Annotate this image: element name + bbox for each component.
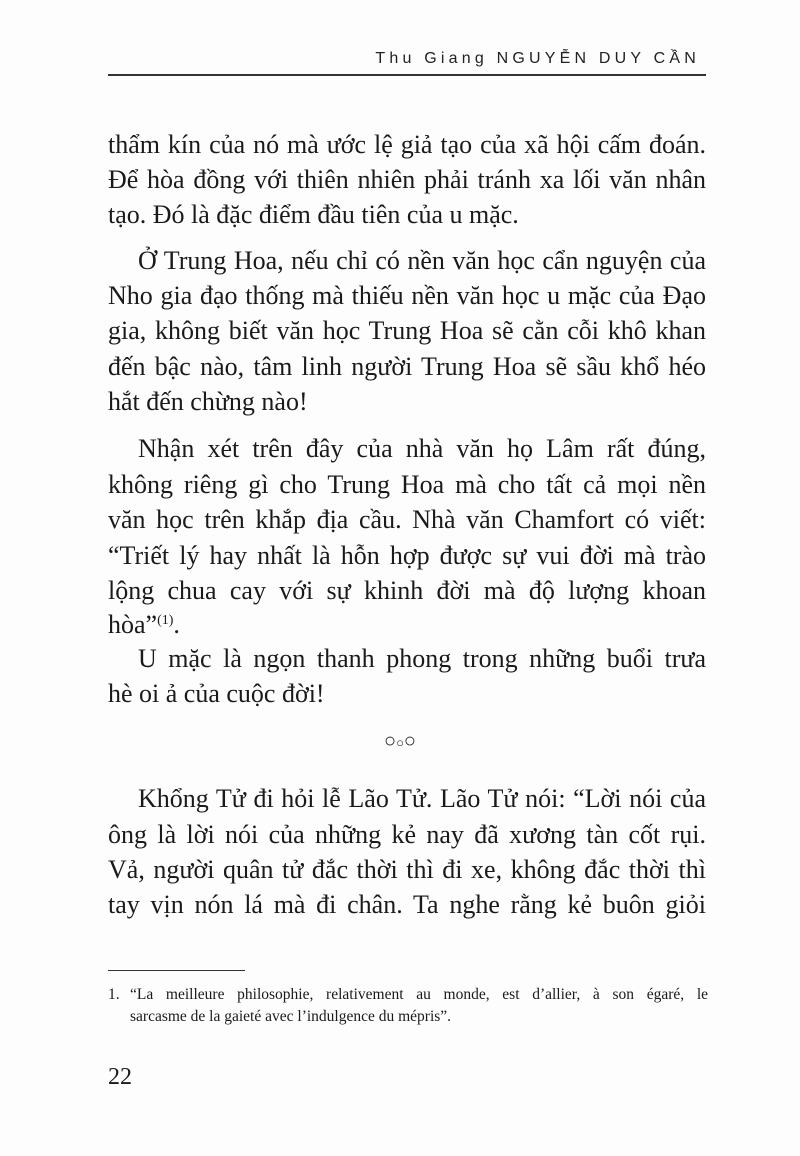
text-line: đến bậc nào, tâm linh người Trung Hoa sẽ sầu khổ héo [108,352,706,381]
page-number: 22 [108,1064,132,1090]
line-end: . [173,610,180,639]
text-line: ông là lời nói của những kẻ nay đã xương tàn cốt rụi. [108,820,706,849]
header-rule [108,74,706,76]
text-line: hè oi ả của cuộc đời! [108,679,325,708]
footnote-line: sarcasme de la gaieté avec l’indulgence du mépris”. [130,1008,452,1025]
text-line: Để hòa đồng với thiên nhiên phải tránh xa lối văn nhân [108,165,706,194]
text-line: Ở Trung Hoa, nếu chỉ có nền văn học cẩn nguyện của [138,246,706,275]
footnote-line: “La meilleure philosophie, relativement au monde, est d’allier, à son égaré, le [130,986,708,1003]
line-text: hòa” [108,610,158,639]
text-line: Nho gia đạo thống mà thiếu nền văn học u mặc của Đạo [108,281,706,310]
text-line: không riêng gì cho Trung Hoa mà cho tất cả mọi nền [108,470,706,499]
text-line: thẩm kín của nó mà ước lệ giả tạo của xã hội cấm đoán. [108,130,706,159]
text-line: văn học trên khắp địa cầu. Nhà văn Chamfort có viết: [108,505,706,534]
text-line: Nhận xét trên đây của nhà văn họ Lâm rất đúng, [138,434,706,463]
section-ornament-icon: ○○○ [383,730,417,752]
text-line: hắt đến chừng nào! [108,387,308,416]
text-line: lộng chua cay với sự khinh đời mà độ lượng khoan [108,576,706,605]
text-line: “Triết lý hay nhất là hỗn hợp được sự vui đời mà trào [108,541,706,570]
text-line: Khổng Tử đi hỏi lễ Lão Tử. Lão Tử nói: “Lời nói của [138,784,706,813]
text-line: tạo. Đó là đặc điểm đầu tiên của u mặc. [108,200,519,229]
footnote-ref[interactable]: (1) [157,613,174,628]
footnote-rule [108,970,245,971]
running-header: Thu Giang NGUYỄN DUY CẦN [375,50,700,67]
text-line: Vả, người quân tử đắc thời thì đi xe, không đắc thời thì [108,855,706,884]
text-line: U mặc là ngọn thanh phong trong những buổi trưa [138,644,706,673]
text-line: gia, không biết văn học Trung Hoa sẽ cằn cỗi khô khan [108,316,706,345]
footnote-number: 1. [108,986,120,1003]
text-line: tay vịn nón lá mà đi chân. Ta nghe rằng kẻ buôn giỏi [108,890,706,919]
text-line [108,608,706,642]
